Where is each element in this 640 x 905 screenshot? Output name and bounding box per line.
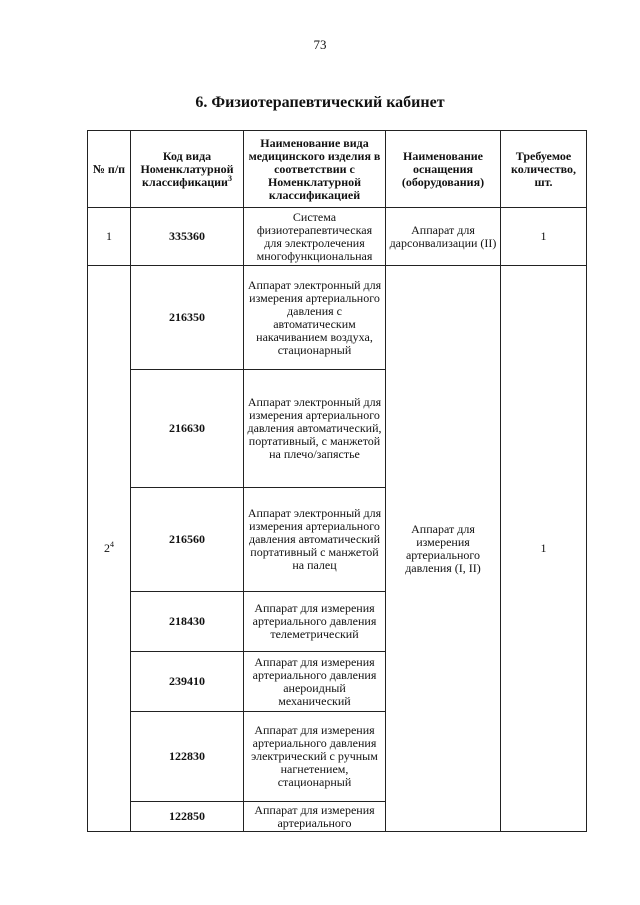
header-code [131, 131, 244, 208]
table-row [88, 266, 587, 370]
row-name: Аппарат для измерения артериального давления анероидный механический [244, 652, 386, 712]
row-equipment: Аппарат для дарсонвализации (II) [386, 208, 501, 266]
table-header-row [88, 131, 587, 208]
equipment-table [87, 130, 587, 832]
row-name: Аппарат электронный для измерения артериального давления автоматический портативный с манжетой на палец [244, 488, 386, 592]
page-number: 73 [313, 37, 327, 52]
row-name: Система физиотерапевтическая для электролечения многофункциональная [244, 208, 386, 266]
row-num-value: 2 [104, 541, 110, 555]
row-code: 216630 [131, 370, 244, 488]
row-quantity: 1 [501, 208, 587, 266]
row-num [88, 266, 131, 832]
row-code: 218430 [131, 592, 244, 652]
row-name: Аппарат электронный для измерения артериального давления автоматический, портативный, с манжетой на плечо/запястье [244, 370, 386, 488]
header-equipment: Наименование оснащения (оборудования) [386, 131, 501, 208]
row-name: Аппарат для измерения артериального [244, 802, 386, 832]
row-name: Аппарат для измерения артериального давления электрический с ручным нагнетением, стационарный [244, 712, 386, 802]
header-code-footnote: 3 [227, 173, 232, 183]
row-num-footnote: 4 [110, 540, 114, 549]
row-num: 1 [88, 208, 131, 266]
header-code-label: Код вида Номенклатурной классификации [140, 148, 234, 189]
row-quantity: 1 [501, 266, 587, 832]
header-name: Наименование вида медицинского изделия в соответствии с Номенклатурной классификацией [244, 131, 386, 208]
row-code: 335360 [131, 208, 244, 266]
row-code: 216350 [131, 266, 244, 370]
table-row [88, 208, 587, 266]
section-title: 6. Физиотерапевтический кабинет [195, 94, 445, 111]
row-code: 122830 [131, 712, 244, 802]
row-code: 122850 [131, 802, 244, 832]
header-num: № п/п [88, 131, 131, 208]
row-name: Аппарат электронный для измерения артериального давления с автоматическим накачиванием воздуха, стационарный [244, 266, 386, 370]
row-name: Аппарат для измерения артериального давления телеметрический [244, 592, 386, 652]
row-code: 239410 [131, 652, 244, 712]
row-code: 216560 [131, 488, 244, 592]
header-quantity: Требуемое количество, шт. [501, 131, 587, 208]
row-equipment: Аппарат для измерения артериального давления (I, II) [386, 266, 501, 832]
